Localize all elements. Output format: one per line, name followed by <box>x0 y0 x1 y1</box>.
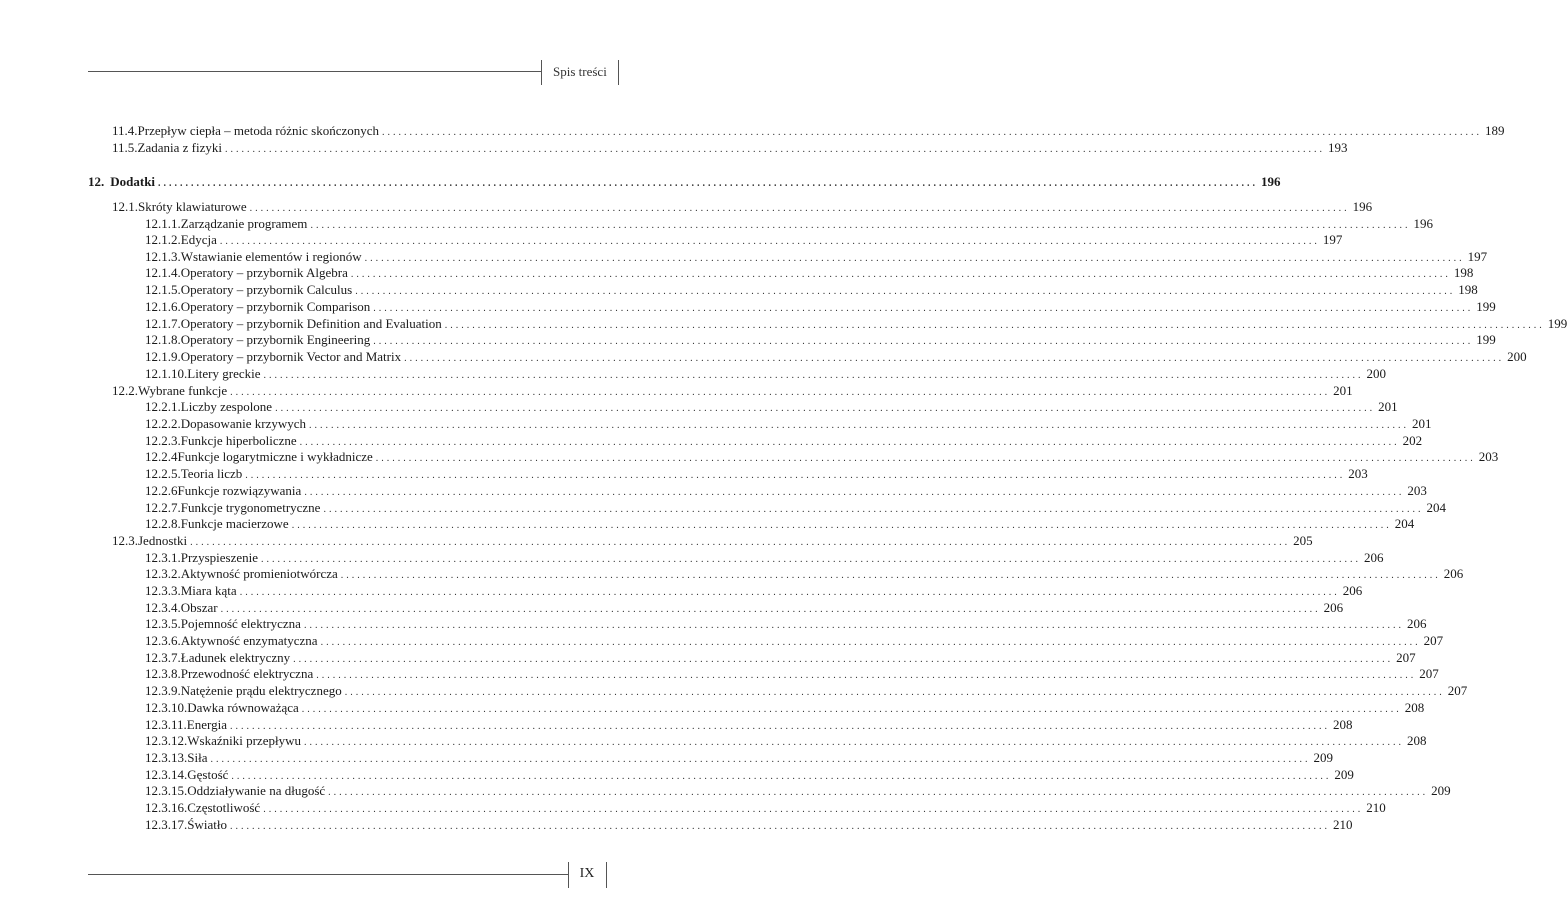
toc-entry-number: 12.3.12. <box>145 733 188 748</box>
toc-entry-number: 12.3.4. <box>145 600 181 615</box>
toc-page-number: 198 <box>1458 282 1478 297</box>
toc-entry-title: Aktywność enzymatyczna <box>180 633 318 648</box>
toc-entry-title: Operatory – przybornik Comparison <box>180 299 371 314</box>
toc-entry-title: Energia <box>186 717 227 732</box>
toc-subsection-row <box>145 817 1353 833</box>
toc-subsection-row <box>145 733 1427 749</box>
toc-subsection-row <box>145 366 1387 382</box>
toc-entry-number: 12.2.1. <box>145 399 181 414</box>
toc-page-number: 193 <box>1328 140 1348 155</box>
toc-page-number: 206 <box>1364 550 1384 565</box>
toc-leader-dots: ........................................................................................................................................................................................................ <box>382 127 1483 138</box>
toc-leader-dots: ........................................................................................................................................................................................................ <box>275 403 1376 414</box>
toc-leader-dots: ........................................................................................................................................................................................................ <box>245 470 1346 481</box>
toc-subsection-row <box>145 683 1468 699</box>
toc-leader-dots: ........................................................................................................................................................................................................ <box>229 721 1330 732</box>
toc-page-number: 207 <box>1396 650 1416 665</box>
toc-entry-title: Dodatki <box>110 174 156 189</box>
toc-entry-title: Litery greckie <box>187 366 261 381</box>
toc-entry-title: Obszar <box>180 600 218 615</box>
toc-page-number: 206 <box>1406 616 1427 631</box>
toc-subsection-row <box>145 767 1354 783</box>
toc-leader-dots: ........................................................................................................................................................................................................ <box>355 286 1456 297</box>
toc-entry-title: Wskaźniki przepływu <box>187 733 301 748</box>
footer-rule <box>88 874 568 875</box>
toc-page-number: 202 <box>1402 433 1423 448</box>
toc-leader-dots: ........................................................................................................................................................................................................ <box>309 420 1410 431</box>
toc-entry-number: 12.3.13. <box>145 750 188 765</box>
toc-subsection-row <box>145 783 1451 799</box>
toc-page-number: 196 <box>1413 216 1433 231</box>
toc-leader-dots: ........................................................................................................................................................................................................ <box>229 821 1330 832</box>
toc-leader-dots: ........................................................................................................................................................................................................ <box>263 370 1364 381</box>
toc-entry-number: 12.2.8. <box>145 516 181 531</box>
toc-entry-title: Operatory – przybornik Vector and Matrix <box>180 349 402 364</box>
toc-chapter-row <box>88 174 1281 190</box>
toc-page-number: 203 <box>1478 449 1499 464</box>
toc-entry-title: Funkcje hiperboliczne <box>180 433 297 448</box>
toc-entry-number: 12.3.14. <box>145 767 188 782</box>
toc-leader-dots: ........................................................................................................................................................................................................ <box>373 303 1474 314</box>
toc-leader-dots: ........................................................................................................................................................................................................ <box>291 520 1392 531</box>
toc-leader-dots: ........................................................................................................................................................................................................ <box>373 336 1474 347</box>
toc-page-number: 206 <box>1323 600 1344 615</box>
toc-section-row <box>112 383 1353 399</box>
toc-subsection-row <box>145 449 1499 465</box>
toc-leader-dots: ........................................................................................................................................................................................................ <box>239 587 1340 598</box>
toc-page-number: 196 <box>1261 174 1281 189</box>
toc-entry-number: 12.3.3. <box>145 583 181 598</box>
toc-page-number: 200 <box>1366 366 1387 381</box>
toc-subsection-row <box>145 666 1439 682</box>
toc-entry-title: Oddziaływanie na długość <box>187 783 326 798</box>
toc-leader-dots: ........................................................................................................................................................................................................ <box>301 704 1402 715</box>
toc-subsection-row <box>145 299 1496 315</box>
toc-page-number: 209 <box>1431 783 1451 798</box>
toc-entry-number: 12.3. <box>112 533 138 548</box>
toc-entry-number: 12.3.2. <box>145 566 181 581</box>
toc-leader-dots: ........................................................................................................................................................................................................ <box>375 453 1476 464</box>
toc-page-number: 207 <box>1447 683 1468 698</box>
toc-leader-dots: ........................................................................................................................................................................................................ <box>340 570 1441 581</box>
toc-page-number: 210 <box>1332 817 1353 832</box>
toc-page-number: 199 <box>1547 316 1567 331</box>
toc-subsection-row <box>145 349 1527 365</box>
toc-leader-dots: ........................................................................................................................................................................................................ <box>364 253 1465 264</box>
toc-subsection-row <box>145 717 1353 733</box>
toc-section-row <box>112 199 1373 215</box>
toc-subsection-row <box>145 633 1444 649</box>
toc-entry-number: 12.1.6. <box>145 299 181 314</box>
toc-entry-number: 12.1.10. <box>145 366 188 381</box>
toc-entry-number: 12. <box>88 174 105 189</box>
toc-leader-dots: ........................................................................................................................................................................................................ <box>249 203 1350 214</box>
toc-entry-title: Aktywność promieniotwórcza <box>180 566 338 581</box>
toc-leader-dots: ........................................................................................................................................................................................................ <box>158 178 1259 189</box>
toc-subsection-row <box>145 750 1333 766</box>
toc-entry-title: Funkcje trygonometryczne <box>180 500 321 515</box>
toc-leader-dots: ........................................................................................................................................................................................................ <box>310 220 1411 231</box>
toc-entry-number: 12.1.5. <box>145 282 181 297</box>
toc-subsection-row <box>145 483 1427 499</box>
toc-leader-dots: ........................................................................................................................................................................................................ <box>261 554 1362 565</box>
toc-leader-dots: ........................................................................................................................................................................................................ <box>230 387 1331 398</box>
toc-subsection-row <box>145 516 1415 532</box>
toc-leader-dots: ........................................................................................................................................................................................................ <box>231 771 1332 782</box>
toc-entry-number: 12.3.15. <box>145 783 188 798</box>
toc-leader-dots: ........................................................................................................................................................................................................ <box>190 537 1291 548</box>
toc-leader-dots: ........................................................................................................................................................................................................ <box>350 269 1451 280</box>
toc-page-number: 199 <box>1476 299 1496 314</box>
toc-entry-title: Wstawianie elementów i regionów <box>180 249 362 264</box>
toc-page-number: 197 <box>1467 249 1488 264</box>
toc-entry-title: Przewodność elektryczna <box>180 666 314 681</box>
toc-page-number: 204 <box>1426 500 1446 515</box>
toc-entry-number: 12.2.6 <box>145 483 178 498</box>
toc-entry-title: Zadania z fizyki <box>137 140 222 155</box>
toc-entry-number: 12.1.8. <box>145 332 181 347</box>
toc-subsection-row <box>145 700 1425 716</box>
toc-entry-number: 12.3.17. <box>145 817 188 832</box>
toc-entry-number: 11.4. <box>112 123 138 138</box>
toc-leader-dots: ........................................................................................................................................................................................................ <box>210 754 1311 765</box>
toc-subsection-row <box>145 500 1446 516</box>
header-rule-divider-left <box>541 60 542 85</box>
toc-entry-number: 12.1.9. <box>145 349 181 364</box>
toc-page-number: 209 <box>1313 750 1333 765</box>
toc-entry-title: Częstotliwość <box>187 800 261 815</box>
toc-entry-number: 12.2. <box>112 383 138 398</box>
toc-page-number: 189 <box>1485 123 1505 138</box>
toc-entry-number: 12.1.1. <box>145 216 181 231</box>
toc-entry-number: 12.3.9. <box>145 683 181 698</box>
toc-entry-title: Pojemność elektryczna <box>180 616 301 631</box>
toc-entry-number: 12.3.10. <box>145 700 188 715</box>
footer-rule-divider-right <box>606 862 607 888</box>
toc-entry-title: Teoria liczb <box>180 466 243 481</box>
toc-section-row <box>112 123 1505 139</box>
toc-leader-dots: ........................................................................................................................................................................................................ <box>328 787 1429 798</box>
toc-entry-title: Zarządzanie programem <box>180 216 308 231</box>
toc-page-number: 201 <box>1412 416 1432 431</box>
toc-entry-title: Gęstość <box>187 767 229 782</box>
toc-subsection-row <box>145 433 1423 449</box>
toc-entry-title: Funkcje macierzowe <box>180 516 289 531</box>
toc-entry-title: Dopasowanie krzywych <box>180 416 307 431</box>
toc-leader-dots: ........................................................................................................................................................................................................ <box>304 487 1405 498</box>
toc-subsection-row <box>145 466 1368 482</box>
toc-page-number: 201 <box>1333 383 1353 398</box>
toc-leader-dots: ........................................................................................................................................................................................................ <box>220 604 1321 615</box>
toc-leader-dots: ........................................................................................................................................................................................................ <box>299 437 1400 448</box>
toc-entry-number: 12.3.5. <box>145 616 181 631</box>
toc-leader-dots: ........................................................................................................................................................................................................ <box>293 654 1394 665</box>
running-header-title: Spis treści <box>553 64 607 79</box>
toc-leader-dots: ........................................................................................................................................................................................................ <box>303 737 1404 748</box>
toc-leader-dots: ........................................................................................................................................................................................................ <box>444 320 1545 331</box>
toc-page-number: 207 <box>1419 666 1439 681</box>
toc-entry-number: 12.1.3. <box>145 249 181 264</box>
toc-entry-title: Operatory – przybornik Engineering <box>180 332 371 347</box>
toc-entry-title: Ładunek elektryczny <box>180 650 291 665</box>
toc-subsection-row <box>145 216 1433 232</box>
toc-leader-dots: ........................................................................................................................................................................................................ <box>344 687 1445 698</box>
toc-entry-title: Edycja <box>180 232 217 247</box>
toc-entry-number: 11.5. <box>112 140 138 155</box>
toc-subsection-row <box>145 800 1386 816</box>
toc-page-number: 197 <box>1322 232 1343 247</box>
toc-page-number: 207 <box>1423 633 1444 648</box>
toc-entry-title: Siła <box>187 750 208 765</box>
header-rule <box>88 71 542 72</box>
toc-subsection-row <box>145 249 1488 265</box>
toc-subsection-row <box>145 650 1416 666</box>
toc-entry-title: Operatory – przybornik Algebra <box>180 265 348 280</box>
toc-entry-number: 12.1. <box>112 199 138 214</box>
toc-entry-number: 12.2.7. <box>145 500 181 515</box>
toc-subsection-row <box>145 332 1496 348</box>
toc-entry-title: Liczby zespolone <box>180 399 273 414</box>
toc-subsection-row <box>145 265 1474 281</box>
toc-leader-dots: ........................................................................................................................................................................................................ <box>404 353 1505 364</box>
toc-page-number: 208 <box>1332 717 1353 732</box>
toc-entry-title: Światło <box>187 817 227 832</box>
toc-entry-title: Jednostki <box>138 533 188 548</box>
toc-entry-title: Przyspieszenie <box>180 550 259 565</box>
toc-entry-number: 12.1.2. <box>145 232 181 247</box>
toc-page-number: 208 <box>1404 700 1425 715</box>
toc-page-number: 206 <box>1443 566 1464 581</box>
toc-subsection-row <box>145 399 1398 415</box>
toc-entry-number: 12.3.8. <box>145 666 181 681</box>
toc-entry-number: 12.2.2. <box>145 416 181 431</box>
toc-page-number: 205 <box>1293 533 1313 548</box>
toc-subsection-row <box>145 232 1343 248</box>
toc-entry-number: 12.1.7. <box>145 316 181 331</box>
toc-page-number: 201 <box>1378 399 1398 414</box>
toc-page-number: 203 <box>1407 483 1427 498</box>
toc-entry-number: 12.3.1. <box>145 550 181 565</box>
toc-page-number: 198 <box>1453 265 1474 280</box>
toc-subsection-row <box>145 600 1344 616</box>
toc-entry-number: 12.2.5. <box>145 466 181 481</box>
toc-page-number: 208 <box>1406 733 1427 748</box>
toc-page-number: 199 <box>1476 332 1496 347</box>
toc-leader-dots: ........................................................................................................................................................................................................ <box>263 804 1364 815</box>
toc-entry-title: Funkcje logarytmiczne i wykładnicze <box>177 449 373 464</box>
toc-section-row <box>112 140 1348 156</box>
toc-entry-number: 12.1.4. <box>145 265 181 280</box>
toc-subsection-row <box>145 566 1464 582</box>
toc-page-number: 209 <box>1334 767 1354 782</box>
toc-leader-dots: ........................................................................................................................................................................................................ <box>219 236 1320 247</box>
toc-leader-dots: ........................................................................................................................................................................................................ <box>303 620 1404 631</box>
toc-entry-title: Dawka równoważąca <box>187 700 299 715</box>
toc-entry-title: Natężenie prądu elektrycznego <box>180 683 342 698</box>
toc-entry-title: Przepływ ciepła – metoda różnic skończonych <box>137 123 380 138</box>
toc-subsection-row <box>145 282 1478 298</box>
toc-subsection-row <box>145 583 1363 599</box>
toc-subsection-row <box>145 550 1384 566</box>
toc-section-row <box>112 533 1313 549</box>
toc-entry-title: Miara kąta <box>180 583 237 598</box>
toc-leader-dots: ........................................................................................................................................................................................................ <box>316 670 1417 681</box>
toc-leader-dots: ........................................................................................................................................................................................................ <box>225 144 1325 155</box>
toc-entry-number: 12.2.3. <box>145 433 181 448</box>
toc-leader-dots: ........................................................................................................................................................................................................ <box>320 637 1421 648</box>
page-number: IX <box>579 866 595 881</box>
toc-subsection-row <box>145 416 1432 432</box>
header-rule-divider-right <box>618 60 619 85</box>
toc-entry-number: 12.3.16. <box>145 800 188 815</box>
toc-subsection-row <box>145 616 1427 632</box>
toc-entry-title: Operatory – przybornik Calculus <box>180 282 353 297</box>
toc-entry-number: 12.3.7. <box>145 650 181 665</box>
toc-entry-title: Skróty klawiaturowe <box>138 199 247 214</box>
toc-page-number: 203 <box>1348 466 1368 481</box>
toc-entry-number: 12.2.4 <box>145 449 178 464</box>
toc-entry-number: 12.3.11. <box>145 717 187 732</box>
toc-subsection-row <box>145 316 1567 332</box>
toc-entry-title: Operatory – przybornik Definition and Evaluation <box>180 316 442 331</box>
toc-leader-dots: ........................................................................................................................................................................................................ <box>323 504 1424 515</box>
toc-entry-title: Funkcje rozwiązywania <box>177 483 302 498</box>
toc-page-number: 210 <box>1366 800 1386 815</box>
toc-entry-number: 12.3.6. <box>145 633 181 648</box>
toc-page-number: 200 <box>1507 349 1527 364</box>
toc-page-number: 206 <box>1342 583 1363 598</box>
toc-page-number: 196 <box>1352 199 1373 214</box>
toc-entry-title: Wybrane funkcje <box>138 383 228 398</box>
toc-page-number: 204 <box>1394 516 1415 531</box>
